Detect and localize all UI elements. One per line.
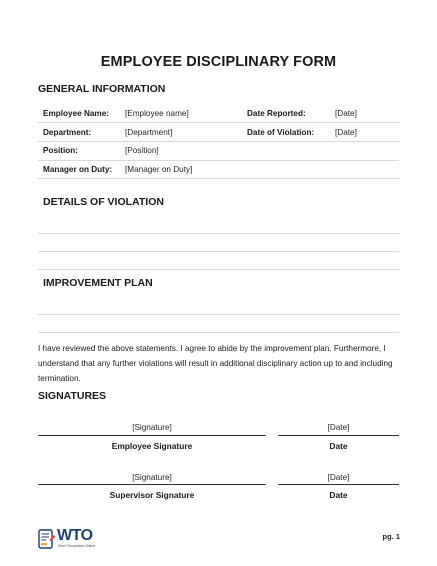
empty-cell: [242, 141, 330, 160]
supervisor-date-line[interactable]: [278, 484, 399, 485]
employee-name-field[interactable]: [Employee name]: [120, 104, 242, 123]
employee-date-caption: Date: [329, 441, 348, 451]
general-information-table: [38, 104, 399, 179]
table-row: [38, 104, 399, 123]
page-number: pg. 1: [382, 532, 400, 541]
wto-logo: [38, 527, 110, 551]
general-information-heading: GENERAL INFORMATION: [38, 83, 166, 95]
employee-signature-line[interactable]: [38, 435, 266, 436]
improvement-plan-heading: IMPROVEMENT PLAN: [43, 277, 153, 289]
table-row: [38, 141, 399, 160]
table-row: [38, 123, 399, 142]
department-field[interactable]: [Department]: [120, 123, 242, 142]
details-writing-line[interactable]: [38, 233, 399, 234]
empty-cell: [242, 160, 330, 179]
employee-signature-caption: Employee Signature: [111, 441, 193, 451]
improvement-writing-line[interactable]: [38, 314, 399, 315]
form-title: EMPLOYEE DISCIPLINARY FORM: [100, 54, 337, 70]
supervisor-signature-placeholder: [Signature]: [132, 473, 172, 482]
date-of-violation-label: Date of Violation:: [242, 123, 330, 142]
date-of-violation-field[interactable]: [Date]: [330, 123, 399, 142]
supervisor-date-placeholder: [Date]: [327, 473, 350, 482]
employee-date-line[interactable]: [278, 435, 399, 436]
date-reported-label: Date Reported:: [242, 104, 330, 123]
details-writing-line[interactable]: [38, 269, 399, 270]
position-field[interactable]: [Position]: [120, 141, 242, 160]
supervisor-signature-caption: Supervisor Signature: [109, 490, 195, 500]
manager-on-duty-label: Manager on Duty:: [38, 160, 120, 179]
table-row: [38, 160, 399, 179]
department-label: Department:: [38, 123, 120, 142]
date-reported-field[interactable]: [Date]: [330, 104, 399, 123]
acknowledgement-statement: I have reviewed the above statements. I agree to abide by the improvement plan. Furthermore, I understand that any further violations will result in additional disciplinary action up to and including termination.: [38, 344, 393, 384]
logo-tagline: Word Templates Online: [58, 544, 96, 548]
details-of-violation-heading: DETAILS OF VIOLATION: [43, 196, 164, 208]
position-label: Position:: [38, 141, 120, 160]
signatures-heading: SIGNATURES: [38, 390, 107, 402]
improvement-writing-line[interactable]: [38, 332, 399, 333]
employee-date-placeholder: [Date]: [327, 423, 350, 432]
manager-on-duty-field[interactable]: [Manager on Duty]: [120, 160, 242, 179]
details-writing-line[interactable]: [38, 251, 399, 252]
employee-name-label: Employee Name:: [38, 104, 120, 123]
logo-text: WTO: [57, 527, 93, 544]
supervisor-date-caption: Date: [329, 490, 348, 500]
empty-cell: [330, 160, 399, 179]
employee-signature-placeholder: [Signature]: [132, 423, 172, 432]
empty-cell: [330, 141, 399, 160]
supervisor-signature-line[interactable]: [38, 484, 266, 485]
document-pencil-icon: [38, 528, 56, 550]
